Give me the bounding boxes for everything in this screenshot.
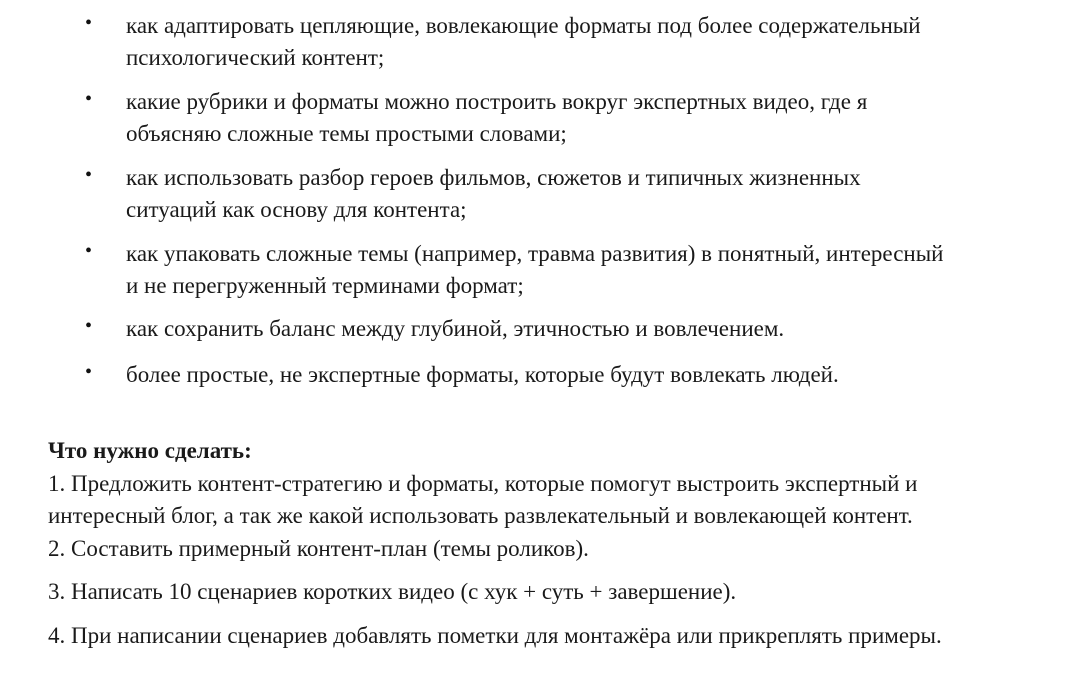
task-item: 4. При написании сценариев добавлять пометки для монтажёра или прикреплять примеры. — [48, 623, 942, 648]
bullet-text: как упаковать сложные темы (например, травма развития) в понятный, интересный и не перегруженный терминами формат; — [126, 241, 944, 298]
bullet-marker: • — [85, 240, 93, 262]
task-item: 2. Составить примерный контент-план (темы роликов). — [48, 536, 589, 561]
section-heading: Что нужно сделать: — [48, 438, 252, 463]
bullet-marker: • — [85, 12, 93, 34]
bullet-text: как сохранить баланс между глубиной, этичностью и вовлечением. — [126, 316, 785, 341]
bullet-marker: • — [85, 164, 93, 186]
task-item: 1. Предложить контент-стратегию и форматы, которые помогут выстроить экспертный и интересный блог, а так же какой использовать развлекательный и вовлекающей контент. — [48, 471, 918, 528]
bullet-marker: • — [85, 315, 93, 337]
task-item: 3. Написать 10 сценариев коротких видео (с хук + суть + завершение). — [48, 579, 737, 604]
bullet-text: какие рубрики и форматы можно построить вокруг экспертных видео, где я объясняю сложные темы простыми словами; — [126, 89, 868, 146]
bullet-text: более простые, не экспертные форматы, которые будут вовлекать людей. — [126, 362, 839, 387]
bullet-marker: • — [85, 88, 93, 110]
bullet-text: как адаптировать цепляющие, вовлекающие форматы под более содержательный психологический контент; — [126, 13, 921, 70]
bullet-text: как использовать разбор героев фильмов, сюжетов и типичных жизненных ситуаций как основу для контента; — [126, 165, 861, 222]
bullet-marker: • — [85, 361, 93, 383]
